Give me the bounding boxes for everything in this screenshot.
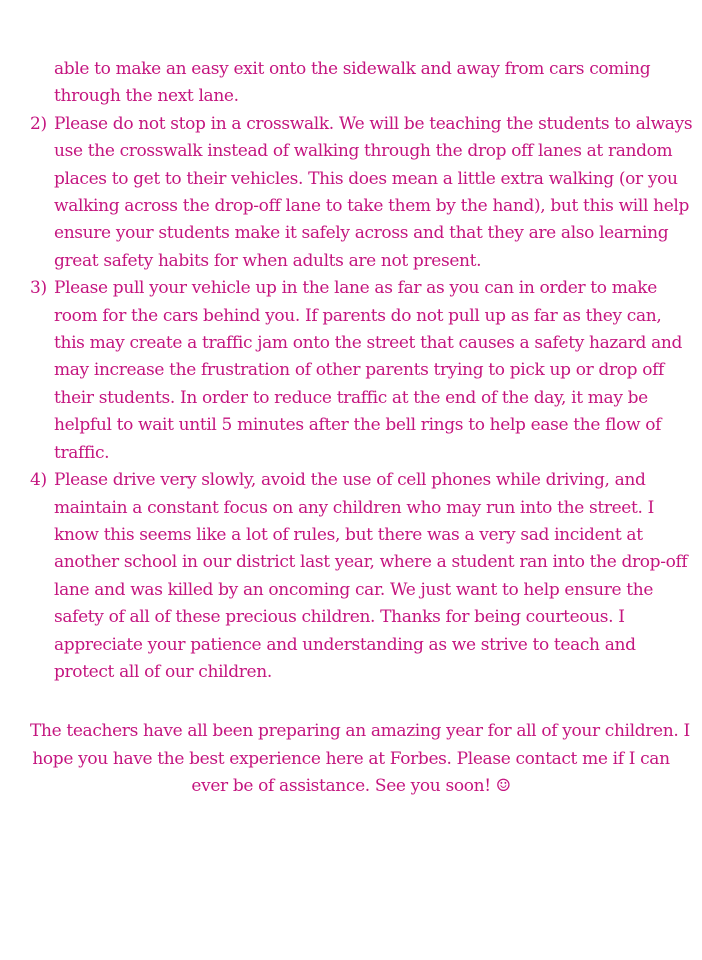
- text-line: traffic.: [54, 442, 110, 463]
- text-line: great safety habits for when adults are not present.: [54, 250, 482, 271]
- list-item-3: [0, 275, 683, 467]
- text-line: may increase the frustration of other parents trying to pick up or drop off: [54, 360, 664, 381]
- text-line: walking across the drop-off lane to take them by the hand), but this will help: [54, 196, 690, 217]
- text-line: protect all of our children.: [54, 661, 272, 682]
- text-line: helpful to wait until 5 minutes after the bell rings to help ease the flow of: [54, 415, 662, 436]
- text-line: Please do not stop in a crosswalk. We will be teaching the students to always: [54, 113, 693, 134]
- text-line: maintain a constant focus on any children who may run into the street. I: [54, 497, 654, 518]
- text-line: Please drive very slowly, avoid the use of cell phones while driving, and: [54, 470, 646, 491]
- list-item-4: [0, 467, 688, 686]
- text-line: use the crosswalk instead of walking through the drop off lanes at random: [54, 141, 673, 162]
- text-line: safety of all of these precious children. Thanks for being courteous. I: [54, 607, 625, 628]
- item-number: 3): [30, 278, 47, 299]
- text-line: hope you have the best experience here at Forbes. Please contact me if I can: [32, 748, 670, 769]
- text-line: The teachers have all been preparing an amazing year for all of your children. I: [30, 721, 690, 742]
- text-line: Please pull your vehicle up in the lane as far as you can in order to make: [54, 278, 657, 299]
- text-line: lane and was killed by an oncoming car. We just want to help ensure the: [54, 579, 654, 600]
- text-line: ensure your students make it safely across and that they are also learning: [54, 223, 669, 244]
- letter-body: [0, 56, 702, 801]
- text-line: ever be of assistance. See you soon! ☺: [191, 776, 511, 797]
- text-line: their students. In order to reduce traffic at the end of the day, it may be: [54, 387, 648, 408]
- text-line: another school in our district last year, where a student ran into the drop-off: [54, 552, 688, 573]
- continued-paragraph: [54, 56, 674, 111]
- text-line: places to get to their vehicles. This does mean a little extra walking (or you: [54, 168, 678, 189]
- text-line: able to make an easy exit onto the sidewalk and away from cars coming: [54, 59, 651, 79]
- list-item-2: [0, 111, 693, 275]
- text-line: know this seems like a lot of rules, but there was a very sad incident at: [54, 524, 643, 545]
- text-line: appreciate your patience and understanding as we strive to teach and: [54, 634, 636, 655]
- text-line: this may create a traffic jam onto the street that causes a safety hazard and: [54, 333, 683, 354]
- text-line: room for the cars behind you. If parents do not pull up as far as they can,: [54, 305, 662, 326]
- item-number: 2): [30, 113, 47, 134]
- text-line: through the next lane.: [54, 86, 239, 107]
- closing-paragraph: [30, 718, 690, 800]
- item-number: 4): [30, 470, 47, 491]
